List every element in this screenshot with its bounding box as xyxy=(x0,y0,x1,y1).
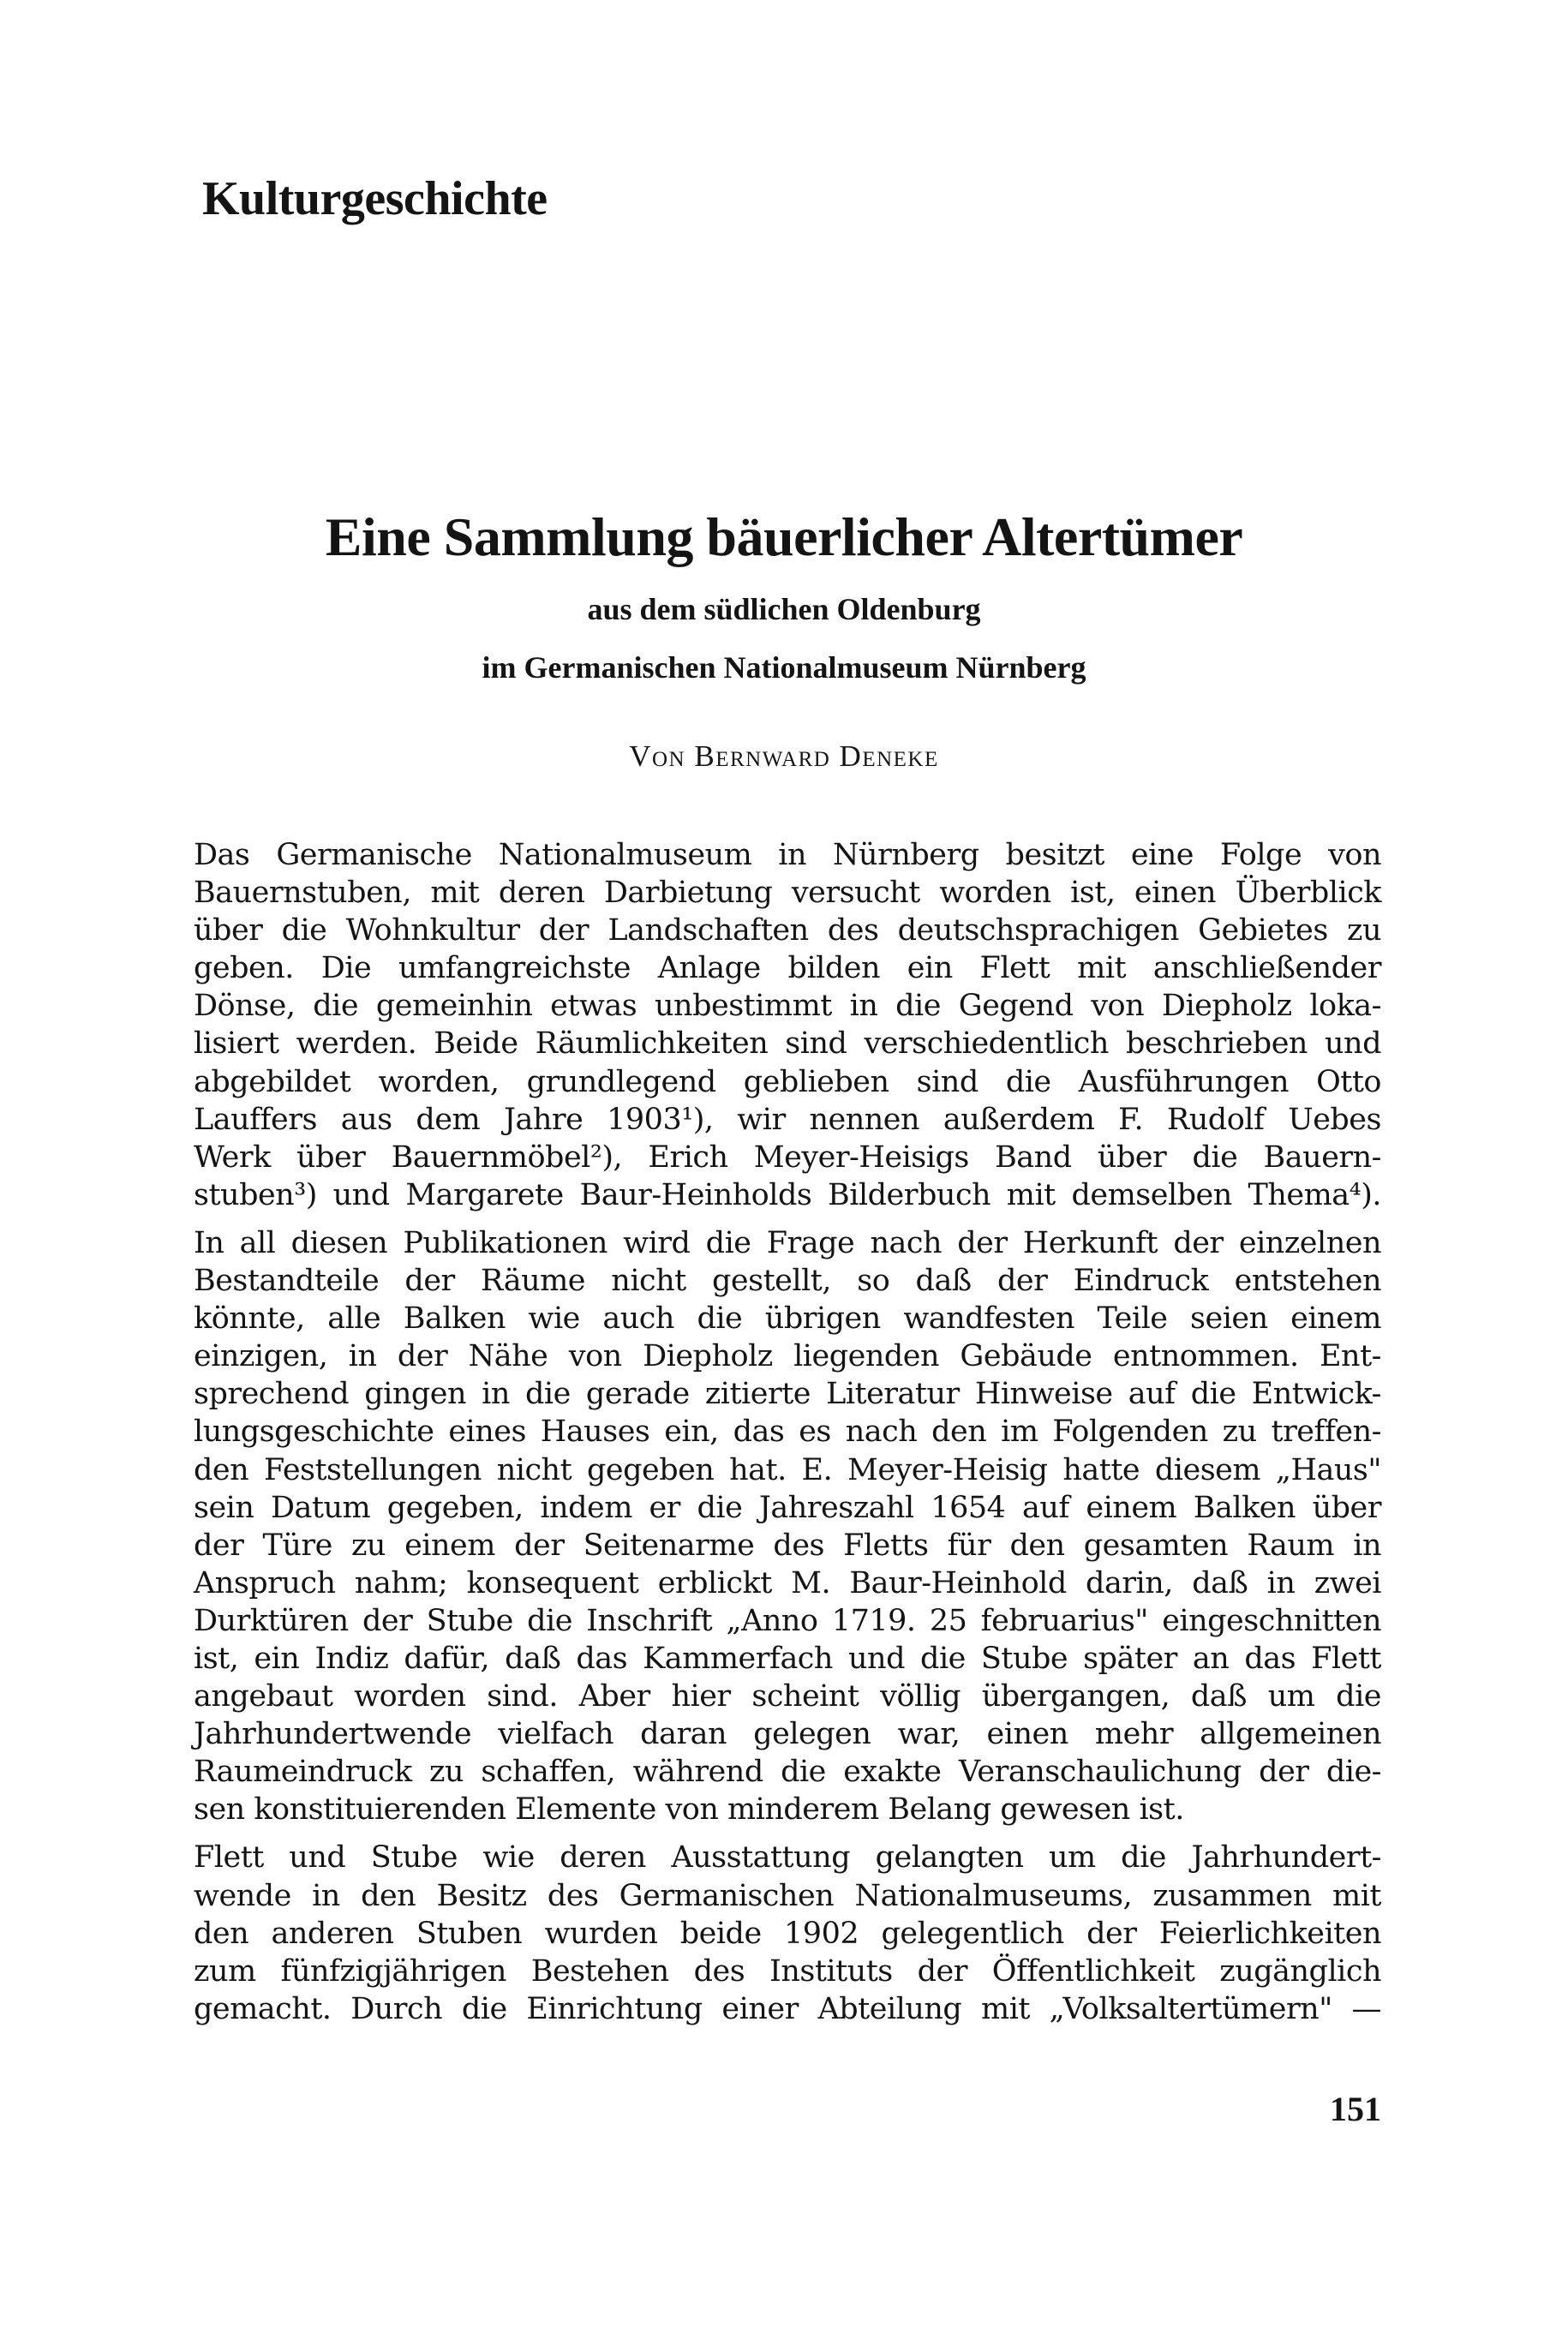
text-line: Anspruch nahm; konsequent erblickt M. Baur-Heinhold darin, daß in zwei xyxy=(194,1565,1381,1600)
text-line: könnte, alle Balken wie auch die übrigen wandfesten Teile seien einem xyxy=(194,1301,1381,1337)
text-line: Raumeindruck zu schaffen, während die exakte Veranschaulichung der die- xyxy=(194,1755,1381,1790)
paragraph-2 xyxy=(194,1224,1381,1829)
text-line: der Türe zu einem der Seitenarme des Fletts für den gesamten Raum in xyxy=(194,1528,1381,1563)
text-line: über die Wohnkultur der Landschaften des deutschsprachigen Gebietes zu xyxy=(194,913,1381,948)
text-line: lungsgeschichte eines Hauses ein, das es nach den im Folgenden zu treffen- xyxy=(194,1415,1381,1450)
text-line: geben. Die umfangreichste Anlage bilden ein Flett mit anschließender xyxy=(194,951,1381,986)
article-subtitle-line-2: im Germanischen Nationalmuseum Nürnberg xyxy=(482,650,1086,685)
text-line: In all diesen Publikationen wird die Frage nach der Herkunft der einzelnen xyxy=(194,1225,1381,1260)
text-line: Jahrhundertwende vielfach daran gelegen war, einen mehr allgemeinen xyxy=(194,1717,1381,1752)
text-line: sein Datum gegeben, indem er die Jahreszahl 1654 auf einem Balken über xyxy=(194,1490,1381,1525)
text-line: Flett und Stube wie deren Ausstattung gelangten um die Jahrhundert- xyxy=(194,1840,1381,1875)
article-body xyxy=(194,836,1381,2038)
text-line: gemacht. Durch die Einrichtung einer Abteilung mit „Volksaltertümern" — xyxy=(194,1991,1381,2026)
text-line: wende in den Besitz des Germanischen Nationalmuseums, zusammen mit xyxy=(194,1878,1381,1913)
text-line: abgebildet worden, grundlegend geblieben sind die Ausführungen Otto xyxy=(194,1064,1381,1099)
text-line: stuben³) und Margarete Baur-Heinholds Bilderbuch mit demselben Thema⁴). xyxy=(194,1177,1381,1212)
page-number: 151 xyxy=(1330,2090,1381,2128)
text-line: ist, ein Indiz dafür, daß das Kammerfach und die Stube später an das Flett xyxy=(194,1641,1381,1676)
text-line: den Feststellungen nicht gegeben hat. E. Meyer-Heisig hatte diesem „Haus" xyxy=(194,1452,1381,1487)
text-line: zum fünfzigjährigen Bestehen des Instituts der Öffentlichkeit zugänglich xyxy=(194,1953,1381,1989)
article-title: Eine Sammlung bäuerlicher Altertümer xyxy=(325,506,1243,567)
text-line: Durktüren der Stube die Inschrift „Anno 1719. 25 februarius" eingeschnitten xyxy=(194,1603,1381,1638)
text-line: Bauernstuben, mit deren Darbietung versucht worden ist, einen Überblick xyxy=(194,876,1381,911)
section-heading: Kulturgeschichte xyxy=(202,172,548,225)
article-subtitle-line-1: aus dem südlichen Oldenburg xyxy=(587,592,981,626)
text-line: lisiert werden. Beide Räumlichkeiten sind verschiedentlich beschrieben und xyxy=(194,1026,1381,1062)
text-line: Dönse, die gemeinhin etwas unbestimmt in die Gegend von Diepholz loka- xyxy=(194,989,1381,1024)
text-line: Lauffers aus dem Jahre 1903¹), wir nennen außerdem F. Rudolf Uebes xyxy=(194,1102,1381,1137)
author-byline: Von Bernward Deneke xyxy=(629,739,939,773)
text-line: den anderen Stuben wurden beide 1902 gelegentlich der Feierlichkeiten xyxy=(194,1916,1381,1951)
paragraph-1 xyxy=(194,836,1381,1214)
text-line: einzigen, in der Nähe von Diepholz liegenden Gebäude entnommen. Ent- xyxy=(194,1339,1381,1374)
paragraph-3 xyxy=(194,1839,1381,2027)
text-line: angebaut worden sind. Aber hier scheint völlig übergangen, daß um die xyxy=(194,1679,1381,1714)
text-line: sen konstituierenden Elemente von minderem Belang gewesen ist. xyxy=(194,1792,1184,1828)
text-line: Das Germanische Nationalmuseum in Nürnberg besitzt eine Folge von xyxy=(194,838,1381,872)
text-line: sprechend gingen in die gerade zitierte Literatur Hinweise auf die Entwick- xyxy=(194,1377,1381,1412)
text-line: Bestandteile der Räume nicht gestellt, so daß der Eindruck entstehen xyxy=(194,1264,1381,1299)
text-line: Werk über Bauernmöbel²), Erich Meyer-Heisigs Band über die Bauern- xyxy=(194,1140,1381,1175)
